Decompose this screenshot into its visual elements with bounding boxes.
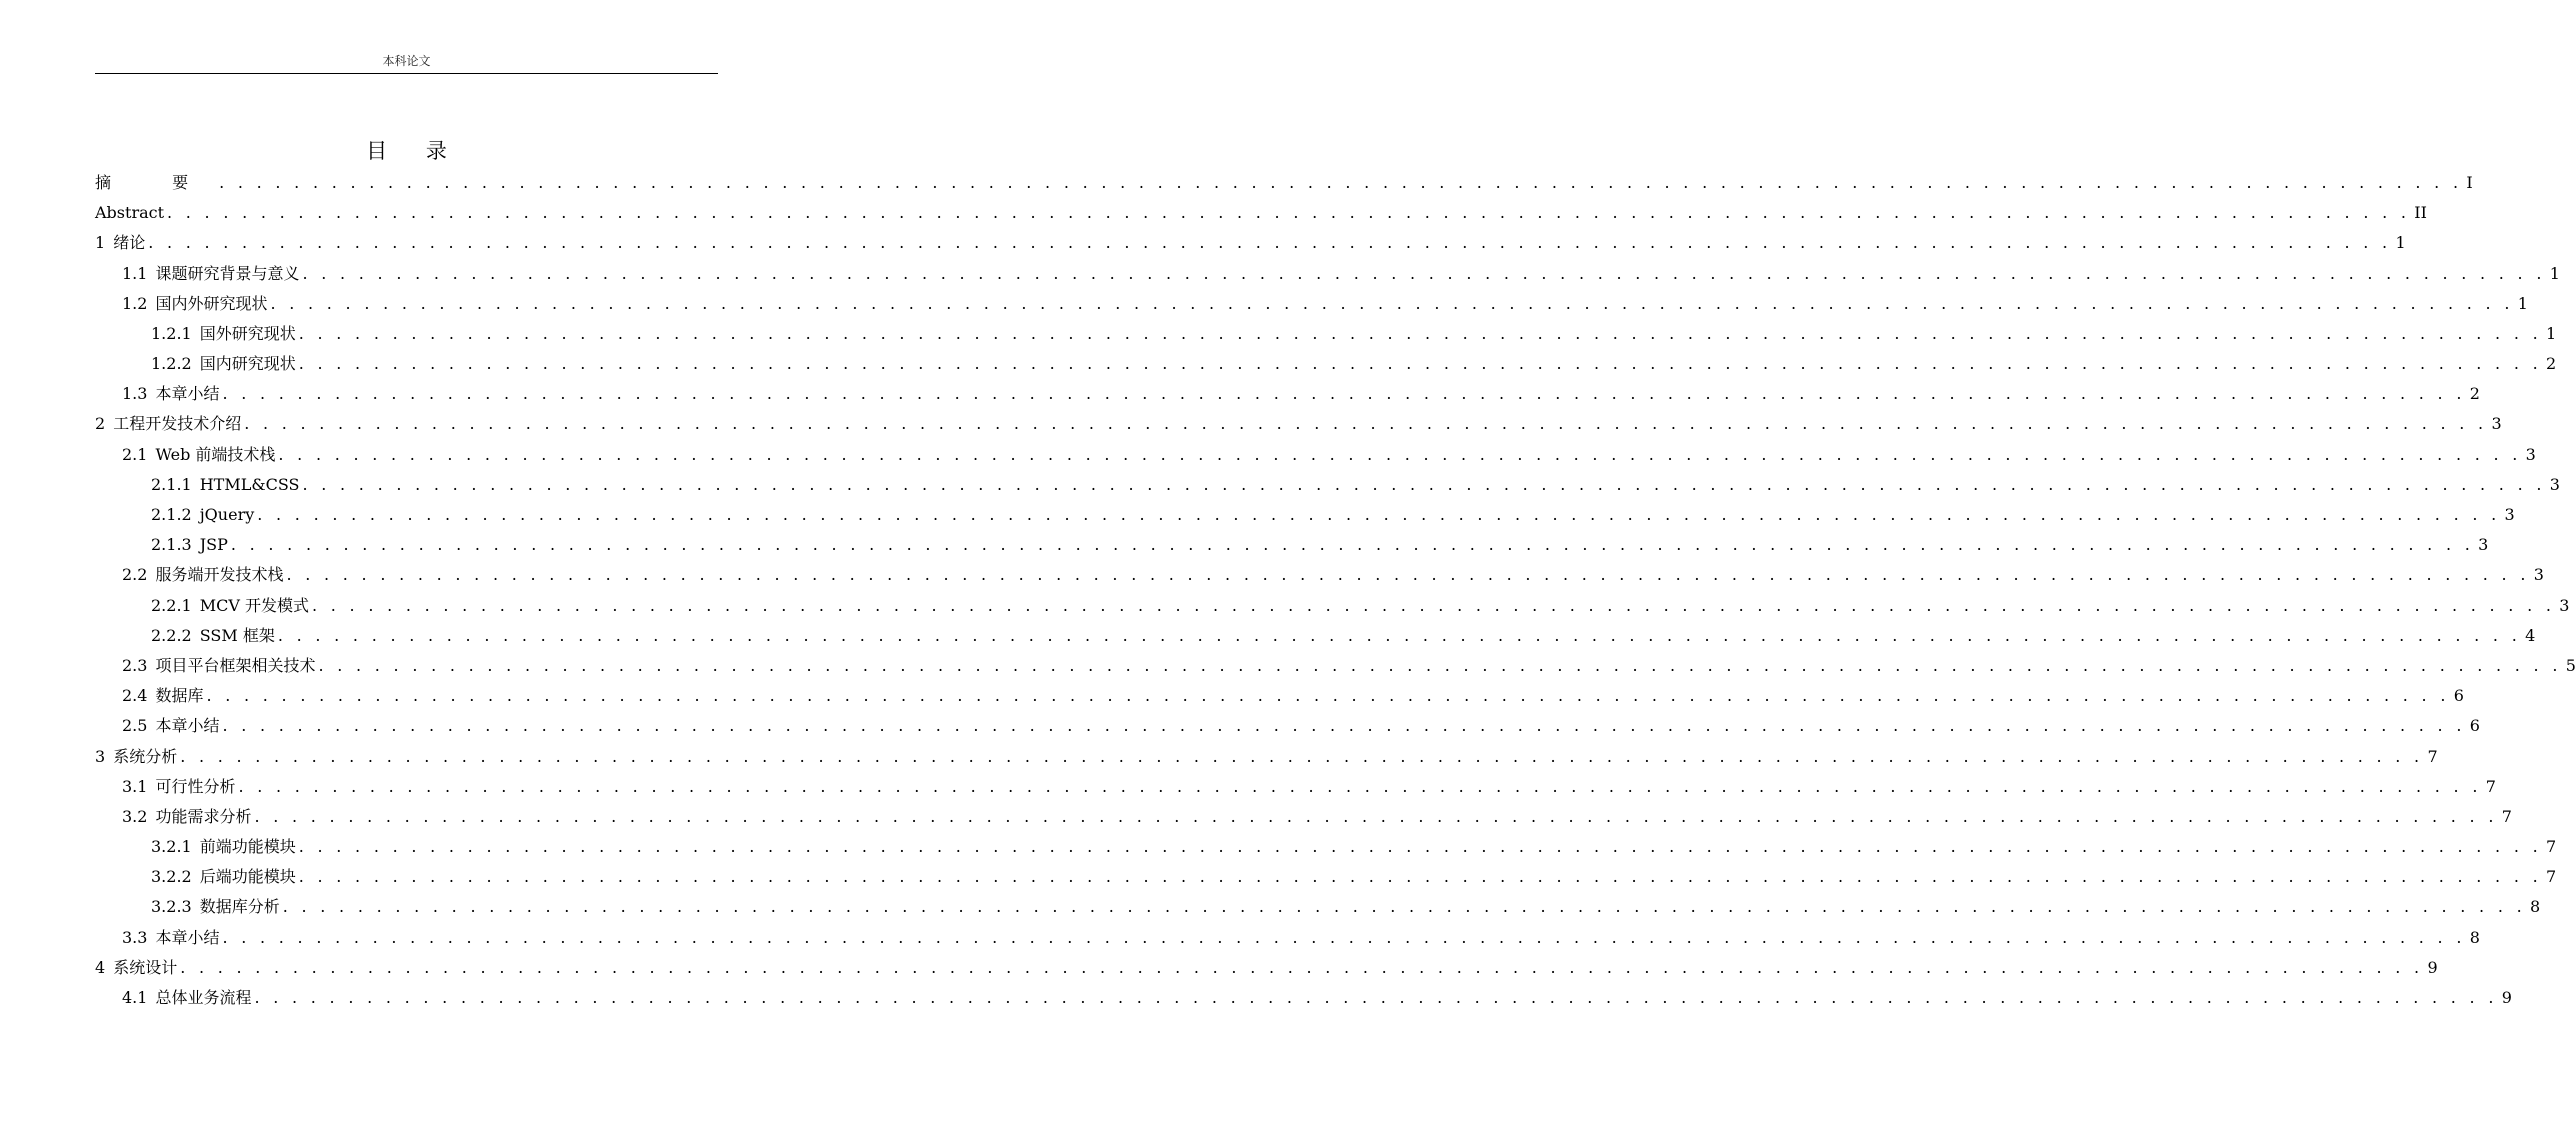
toc-entry-page: 2 (2469, 384, 2480, 404)
toc-entry[interactable] (95, 591, 2570, 621)
toc-leader-dots: . . . . . . . . . . . . . . . . . . . . . . . . . . . . . . . . . . . . . . . . . . . . . . . . . . . . . . . . . . . . . . . . . . . . . . . . . . . . . . . . . . . . . . . . . . . . . . . . . . . . . . . . . . . . . . . . . . . . . . . . (244, 414, 2488, 434)
toc-entry-label (95, 409, 244, 439)
toc-entry-label (95, 228, 148, 258)
toc-entry-number: 2 (95, 414, 106, 434)
toc-entry-text: HTML&CSS (199, 474, 300, 494)
toc-entry[interactable] (95, 742, 2438, 772)
toc-entry-page: 1 (2549, 263, 2560, 283)
toc-entry-number: 2.3 (122, 655, 148, 675)
toc-entry[interactable] (95, 410, 2502, 440)
toc-entry-number: 3.2 (122, 806, 148, 826)
toc-entry[interactable] (95, 953, 2438, 983)
toc-entry-number: 2.2 (122, 565, 148, 585)
toc-entry-label (122, 289, 270, 319)
toc-entry-page: 3 (2549, 474, 2560, 494)
toc-entry-number: 2.2.1 (151, 595, 192, 615)
toc-entry-page: 8 (2529, 897, 2541, 917)
toc-entry-number: 1.2.2 (151, 354, 192, 374)
toc-entry-number: 2.4 (122, 686, 148, 706)
toc-entry[interactable] (95, 349, 2557, 379)
toc-leader-dots: . . . . . . . . . . . . . . . . . . . . . . . . . . . . . . . . . . . . . . . . . . . . . . . . . . . . . . . . . . . . . . . . . . . . . . . . . . . . . . . . . . . . . . . . . . . . . . . . . . . . . . . . . . . . . . . . . . . . . . . . (298, 867, 2542, 887)
toc-leader-dots: . . . . . . . . . . . . . . . . . . . . . . . . . . . . . . . . . . . . . . . . . . . . . . . . . . . . . . . . . . . . . . . . . . . . . . . . . . . . . . . . . . . . . . . . . . . . . . . . . . . . . . . . . . . . . . . . . . . . . . . . (222, 384, 2466, 404)
toc-leader-dots: . . . . . . . . . . . . . . . . . . . . . . . . . . . . . . . . . . . . . . . . . . . . . . . . . . . . . . . . . . . . . . . . . . . . . . . . . . . . . . . . . . . . . . . . . . . . . . . . . . . . . . . . . . . . . . . . . . . . . . . . (180, 746, 2424, 766)
toc-entry-text: 绪论 (113, 233, 146, 253)
toc-entry-label (122, 983, 254, 1013)
toc-entry[interactable] (95, 802, 2512, 832)
toc-entry-text: 项目平台框架相关技术 (155, 655, 316, 675)
toc-entry-page: 4 (2525, 625, 2536, 645)
toc-entry[interactable] (95, 168, 2473, 198)
toc-leader-dots: . . . . . . . . . . . . . . . . . . . . . . . . . . . . . . . . . . . . . . . . . . . . . . . . . . . . . . . . . . . . . . . . . . . . . . . . . . . . . . . . . . . . . . . . . . . . . . . . . . . . . . . . . . . . . . . . . . . . . . . . (206, 686, 2450, 706)
toc-leader-dots: . . . . . . . . . . . . . . . . . . . . . . . . . . . . . . . . . . . . . . . . . . . . . . . . . . . . . . . . . . . . . . . . . . . . . . . . . . . . . . . . . . . . . . . . . . . . . . . . . . . . . . . . . . . . . . . . . . . . . . . . (222, 716, 2466, 736)
toc-entry[interactable] (95, 440, 2536, 470)
toc-entry[interactable] (95, 983, 2512, 1013)
toc-entry-text: Abstract (95, 203, 165, 223)
toc-entry[interactable] (95, 198, 2427, 228)
toc-entry-page: 7 (2427, 746, 2438, 766)
toc-entry-text: JSP (199, 535, 228, 555)
toc-entry-number: 1 (95, 233, 106, 253)
toc-entry-label (122, 259, 302, 289)
toc-entry-page: 3 (2504, 505, 2515, 525)
toc-entry-page: 1 (2545, 323, 2557, 343)
toc-entry-text: MCV 开发模式 (199, 595, 309, 615)
toc-entry-text: Web 前端技术栈 (155, 444, 276, 464)
toc-entry-text: 功能需求分析 (155, 806, 252, 826)
toc-leader-dots: . . . . . . . . . . . . . . . . . . . . . . . . . . . . . . . . . . . . . . . . . . . . . . . . . . . . . . . . . . . . . . . . . . . . . . . . . . . . . . . . . . . . . . . . . . . . . . . . . . . . . . . . . . . . . . . . . . . . . . . . (277, 625, 2522, 645)
toc-entry[interactable] (95, 560, 2544, 590)
toc-entry-number: 1.2.1 (151, 323, 192, 343)
toc-entry-label (151, 832, 299, 862)
toc-leader-dots: . . . . . . . . . . . . . . . . . . . . . . . . . . . . . . . . . . . . . . . . . . . . . . . . . . . . . . . . . . . . . . . . . . . . . . . . . . . . . . . . . . . . . . . . . . . . . . . . . . . . . . . . . . . . . . . . . . . . . . . . (282, 897, 2526, 917)
toc-leader-dots: . . . . . . . . . . . . . . . . . . . . . . . . . . . . . . . . . . . . . . . . . . . . . . . . . . . . . . . . . . . . . . . . . . . . . . . . . . . . . . . . . . . . . . . . . . . . . . . . . . . . . . . . . . . . . . . . . . . . . . . . (148, 233, 2392, 253)
toc-entry-text: 国外研究现状 (199, 323, 296, 343)
toc-leader-dots: . . . . . . . . . . . . . . . . . . . . . . . . . . . . . . . . . . . . . . . . . . . . . . . . . . . . . . . . . . . . . . . . . . . . . . . . . . . . . . . . . . . . . . . . . . . . . . . . . . . . . . . . . . . . . . . . . . . . . . . . (167, 203, 2411, 223)
toc-entry-number: 4.1 (122, 988, 148, 1008)
toc-entry[interactable] (95, 862, 2557, 892)
toc-leader-dots: . . . . . . . . . . . . . . . . . . . . . . . . . . . . . . . . . . . . . . . . . . . . . . . . . . . . . . . . . . . . . . . . . . . . . . . . . . . . . . . . . . . . . . . . . . . . . . . . . . . . . . . . . . . . . . . . . . . . . . . . (298, 354, 2542, 374)
toc-entry-number: 2.1.2 (151, 505, 192, 525)
toc-entry-text: 系统设计 (113, 957, 178, 977)
toc-entry-text: 本章小结 (155, 927, 220, 947)
toc-entry-label (95, 168, 219, 198)
toc-entry-page: 1 (2517, 293, 2528, 313)
toc-entry-page: 3 (2533, 565, 2544, 585)
toc-entry[interactable] (95, 711, 2480, 741)
toc-entry-label (151, 349, 299, 379)
toc-entry-text: 工程开发技术介绍 (113, 414, 242, 434)
toc-entry-label (122, 560, 286, 590)
toc-entry-label (122, 772, 238, 802)
toc-entry[interactable] (95, 923, 2480, 953)
toc-entry-number: 2.5 (122, 716, 148, 736)
toc-leader-dots: . . . . . . . . . . . . . . . . . . . . . . . . . . . . . . . . . . . . . . . . . . . . . . . . . . . . . . . . . . . . . . . . . . . . . . . . . . . . . . . . . . . . . . . . . . . . . . . . . . . . . . . . . . . . . . . . . . . . . . . . (278, 444, 2522, 464)
toc-leader-dots: . . . . . . . . . . . . . . . . . . . . . . . . . . . . . . . . . . . . . . . . . . . . . . . . . . . . . . . . . . . . . . . . . . . . . . . . . . . . . . . . . . . . . . . . . . . . . . . . . . . . . . . . . . . . . . . . . . . . . . . . (270, 293, 2514, 313)
toc-entry-label (151, 500, 257, 530)
running-header: 本科论文 (382, 54, 431, 68)
toc-entry-label (151, 892, 283, 922)
toc-entry-page: 6 (2469, 716, 2480, 736)
toc-entry-label (151, 591, 312, 621)
toc-entry-label (151, 862, 299, 892)
toc-entry-number: 3.2.3 (151, 897, 192, 917)
toc-entry[interactable] (95, 651, 2576, 681)
toc-entry-page: 1 (2395, 233, 2406, 253)
toc-entry-number: 3 (95, 746, 106, 766)
table-of-contents (95, 168, 2576, 1013)
toc-entry-text: 数据库分析 (199, 897, 280, 917)
toc-leader-dots: . . . . . . . . . . . . . . . . . . . . . . . . . . . . . . . . . . . . . . . . . . . . . . . . . . . . . . . . . . . . . . . . . . . . . . . . . . . . . . . . . . . . . . . . . . . . . . . . . . . . . . . . . . . . . . . . . . . . . . . . (180, 957, 2424, 977)
toc-entry-page: 3 (2478, 535, 2489, 555)
header-rule (95, 73, 718, 74)
toc-entry-text: SSM 框架 (199, 625, 275, 645)
toc-entry[interactable] (95, 621, 2536, 651)
toc-entry-text: 摘 要 (95, 172, 217, 192)
toc-entry[interactable] (95, 470, 2560, 500)
toc-leader-dots: . . . . . . . . . . . . . . . . . . . . . . . . . . . . . . . . . . . . . . . . . . . . . . . . . . . . . . . . . . . . . . . . . . . . . . . . . . . . . . . . . . . . . . . . . . . . . . . . . . . . . . . . . . . . . . . . . . . . . . . . (298, 323, 2542, 343)
toc-entry-label (151, 530, 231, 560)
toc-leader-dots: . . . . . . . . . . . . . . . . . . . . . . . . . . . . . . . . . . . . . . . . . . . . . . . . . . . . . . . . . . . . . . . . . . . . . . . . . . . . . . . . . . . . . . . . . . . . . . . . . . . . . . . . . . . . . . . . . . . . . . . . (222, 927, 2466, 947)
toc-entry-text: 国内外研究现状 (155, 293, 268, 313)
toc-entry[interactable] (95, 289, 2528, 319)
toc-entry-text: 后端功能模块 (199, 867, 296, 887)
toc-leader-dots: . . . . . . . . . . . . . . . . . . . . . . . . . . . . . . . . . . . . . . . . . . . . . . . . . . . . . . . . . . . . . . . . . . . . . . . . . . . . . . . . . . . . . . . . . . . . . . . . . . . . . . . . . . . . . . . . . . . . . . . . (230, 535, 2475, 555)
toc-entry[interactable] (95, 500, 2515, 530)
toc-title: 目 录 (366, 139, 463, 163)
toc-entry[interactable] (95, 681, 2464, 711)
toc-entry-number: 1.3 (122, 384, 148, 404)
toc-entry-page: I (2466, 172, 2473, 192)
toc-entry-number: 2.2.2 (151, 625, 192, 645)
toc-leader-dots: . . . . . . . . . . . . . . . . . . . . . . . . . . . . . . . . . . . . . . . . . . . . . . . . . . . . . . . . . . . . . . . . . . . . . . . . . . . . . . . . . . . . . . . . . . . . . . . . . . . . . . . . . . . . . . . . . . . . . . . . (254, 806, 2498, 826)
toc-entry-text: 国内研究现状 (199, 354, 296, 374)
toc-leader-dots: . . . . . . . . . . . . . . . . . . . . . . . . . . . . . . . . . . . . . . . . . . . . . . . . . . . . . . . . . . . . . . . . . . . . . . . . . . . . . . . . . . . . . . . . . . . . . . . . . . . . . . . . . . . . . . . . . . . . . . . . (286, 565, 2530, 585)
toc-entry-page: 7 (2545, 837, 2557, 857)
toc-entry-page: 7 (2545, 867, 2557, 887)
toc-entry[interactable] (95, 772, 2496, 802)
toc-entry-page: 3 (2559, 595, 2570, 615)
toc-entry-page: 8 (2469, 927, 2480, 947)
toc-entry-number: 3.2.2 (151, 867, 192, 887)
toc-leader-dots: . . . . . . . . . . . . . . . . . . . . . . . . . . . . . . . . . . . . . . . . . . . . . . . . . . . . . . . . . . . . . . . . . . . . . . . . . . . . . . . . . . . . . . . . . . . . . . . . . . . . . . . . . . . . . . . . . . . . . . . . (318, 655, 2562, 675)
toc-entry-page: 9 (2501, 988, 2512, 1008)
toc-entry-text: 服务端开发技术栈 (155, 565, 284, 585)
toc-leader-dots: . . . . . . . . . . . . . . . . . . . . . . . . . . . . . . . . . . . . . . . . . . . . . . . . . . . . . . . . . . . . . . . . . . . . . . . . . . . . . . . . . . . . . . . . . . . . . . . . . . . . . . . . . . . . . . . . . . . . . . . . (298, 837, 2542, 857)
toc-entry-number: 2.1.3 (151, 535, 192, 555)
toc-entry-page: 3 (2525, 444, 2536, 464)
toc-leader-dots: . . . . . . . . . . . . . . . . . . . . . . . . . . . . . . . . . . . . . . . . . . . . . . . . . . . . . . . . . . . . . . . . . . . . . . . . . . . . . . . . . . . . . . . . . . . . . . . . . . . . . . . . . . . . . . . . . . . . . . . . (254, 988, 2498, 1008)
toc-entry-number: 3.3 (122, 927, 148, 947)
toc-entry-text: 前端功能模块 (199, 837, 296, 857)
toc-entry-number: 4 (95, 957, 106, 977)
toc-entry-number: 2.1 (122, 444, 148, 464)
toc-entry-page: 7 (2501, 806, 2512, 826)
toc-entry-text: 数据库 (155, 686, 204, 706)
toc-entry[interactable] (95, 228, 2406, 258)
toc-entry-number: 1.2 (122, 293, 148, 313)
toc-entry-text: 本章小结 (155, 716, 220, 736)
toc-entry-page: 5 (2565, 655, 2576, 675)
toc-leader-dots: . . . . . . . . . . . . . . . . . . . . . . . . . . . . . . . . . . . . . . . . . . . . . . . . . . . . . . . . . . . . . . . . . . . . . . . . . . . . . . . . . . . . . . . . . . . . . . . . . . . . . . . . . . . . . . . . . . . . . . . . (219, 172, 2463, 192)
toc-entry-label (122, 440, 278, 470)
toc-entry[interactable] (95, 379, 2480, 409)
toc-entry-number: 2.1.1 (151, 474, 192, 494)
toc-entry-page: II (2414, 203, 2427, 223)
toc-entry-label (122, 379, 222, 409)
toc-entry-text: 课题研究背景与意义 (155, 263, 300, 283)
toc-entry-label (95, 742, 180, 772)
toc-entry-label (151, 319, 299, 349)
toc-entry-label (122, 651, 318, 681)
toc-entry-page: 7 (2485, 776, 2496, 796)
toc-leader-dots: . . . . . . . . . . . . . . . . . . . . . . . . . . . . . . . . . . . . . . . . . . . . . . . . . . . . . . . . . . . . . . . . . . . . . . . . . . . . . . . . . . . . . . . . . . . . . . . . . . . . . . . . . . . . . . . . . . . . . . . . (238, 776, 2482, 796)
toc-entry-label (122, 711, 222, 741)
toc-entry-label (151, 470, 302, 500)
toc-entry-label (95, 953, 180, 983)
toc-entry-number: 3.1 (122, 776, 148, 796)
toc-entry-label (122, 681, 206, 711)
toc-entry-text: 本章小结 (155, 384, 220, 404)
toc-entry-label (122, 923, 222, 953)
toc-entry-number: 1.1 (122, 263, 148, 283)
toc-entry[interactable] (95, 259, 2560, 289)
toc-entry-page: 9 (2427, 957, 2438, 977)
toc-leader-dots: . . . . . . . . . . . . . . . . . . . . . . . . . . . . . . . . . . . . . . . . . . . . . . . . . . . . . . . . . . . . . . . . . . . . . . . . . . . . . . . . . . . . . . . . . . . . . . . . . . . . . . . . . . . . . . . . . . . . . . . . (302, 474, 2546, 494)
toc-entry-page: 6 (2453, 686, 2464, 706)
toc-entry-label (95, 198, 167, 228)
toc-entry[interactable] (95, 893, 2541, 923)
toc-entry-page: 3 (2491, 414, 2502, 434)
toc-entry-label (122, 802, 254, 832)
toc-entry-text: 系统分析 (113, 746, 178, 766)
toc-entry-text: 可行性分析 (155, 776, 236, 796)
toc-entry-label (151, 621, 278, 651)
toc-entry[interactable] (95, 530, 2489, 560)
toc-leader-dots: . . . . . . . . . . . . . . . . . . . . . . . . . . . . . . . . . . . . . . . . . . . . . . . . . . . . . . . . . . . . . . . . . . . . . . . . . . . . . . . . . . . . . . . . . . . . . . . . . . . . . . . . . . . . . . . . . . . . . . . . (302, 263, 2546, 283)
toc-entry-number: 3.2.1 (151, 837, 192, 857)
toc-entry-text: 总体业务流程 (155, 988, 252, 1008)
toc-entry-page: 2 (2545, 354, 2557, 374)
toc-entry[interactable] (95, 832, 2557, 862)
toc-entry-text: jQuery (199, 505, 255, 525)
toc-leader-dots: . . . . . . . . . . . . . . . . . . . . . . . . . . . . . . . . . . . . . . . . . . . . . . . . . . . . . . . . . . . . . . . . . . . . . . . . . . . . . . . . . . . . . . . . . . . . . . . . . . . . . . . . . . . . . . . . . . . . . . . . (257, 505, 2501, 525)
toc-entry[interactable] (95, 319, 2557, 349)
toc-leader-dots: . . . . . . . . . . . . . . . . . . . . . . . . . . . . . . . . . . . . . . . . . . . . . . . . . . . . . . . . . . . . . . . . . . . . . . . . . . . . . . . . . . . . . . . . . . . . . . . . . . . . . . . . . . . . . . . . . . . . . . . . (312, 595, 2556, 615)
